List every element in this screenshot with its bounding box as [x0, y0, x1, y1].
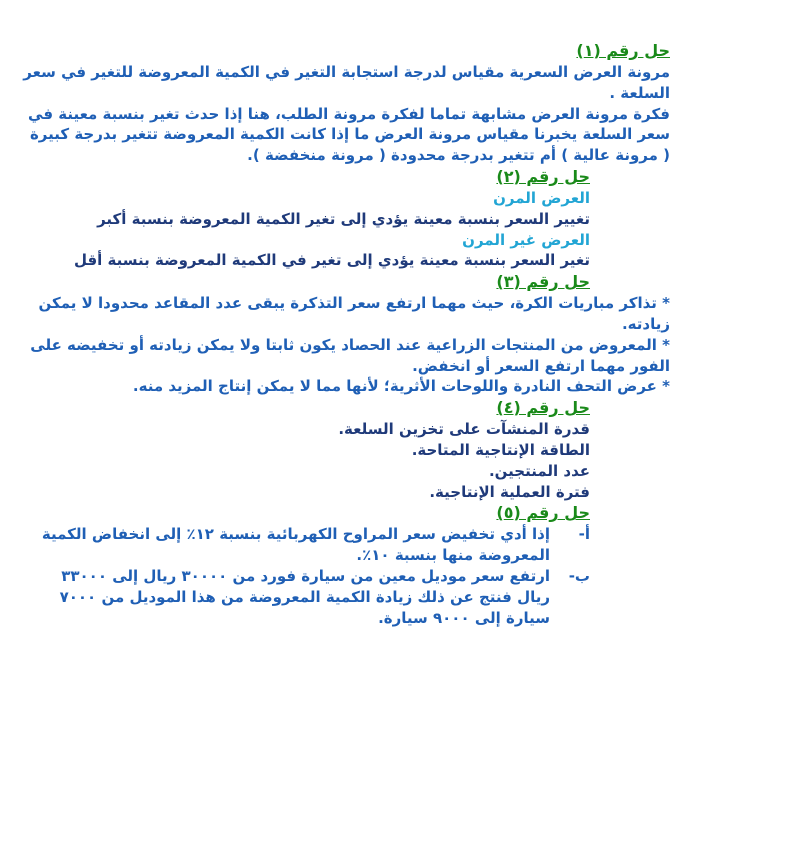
heading-answer-5: حل رقم (٥)	[496, 503, 590, 523]
elastic-supply-text: تغيير السعر بنسبة معينة يؤدي إلى تغير الكمية المعروضة بنسبة أكبر	[97, 209, 590, 228]
list-item-a	[20, 524, 590, 566]
heading-answer-4: حل رقم (٤)	[496, 398, 590, 418]
inelastic-supply-title: العرض غير المرن	[462, 230, 590, 249]
answer-sheet	[20, 40, 670, 628]
factor-storage: قدرة المنشآت على تخزين السلعة.	[338, 420, 590, 439]
factor-capacity: الطاقة الإنتاجية المتاحة.	[411, 440, 590, 459]
inelastic-supply-text: تغير السعر بنسبة معينة يؤدي إلى تغير في الكمية المعروضة بنسبة أقل	[73, 251, 590, 270]
item-marker-b: ب-	[568, 566, 590, 585]
concept-paragraph: فكرة مرونة العرض مشابهة تماما لفكرة مرونة الطلب، هنا إذا حدث تغير بنسبة معينة في سعر السلعة يخبرنا مقياس مرونة العرض ما إذا كانت الكمية المعروضة تتغير بدرجة كبيرة ( مرونة عالية ) أم تتغير بدرجة محدودة ( مرونة منخفضة ).	[28, 104, 670, 165]
definition-paragraph: مرونة العرض السعرية مقياس لدرجة استجابة التغير في الكمية المعروضة للتغير في سعر السلعة .	[23, 63, 670, 102]
factor-producers: عدد المنتجين.	[488, 461, 590, 480]
item-text-a: إذا أدي تخفيض سعر المراوح الكهربائية بنسبة ١٢٪ إلى انخفاض الكمية المعروضة منها بنسبة ١٠٪.	[41, 525, 550, 565]
heading-answer-3: حل رقم (٣)	[496, 272, 590, 292]
heading-answer-2: حل رقم (٢)	[496, 166, 590, 186]
factor-period: فترة العملية الإنتاجية.	[429, 482, 590, 501]
heading-answer-1: حل رقم (١)	[576, 41, 670, 60]
elastic-supply-title: العرض المرن	[493, 188, 590, 207]
example-bullet-antiques: * عرض التحف النادرة واللوحات الأثرية؛ لأنها مما لا يمكن إنتاج المزيد منه.	[132, 377, 670, 396]
item-marker-a: أ-	[578, 525, 590, 544]
example-bullet-agriculture: * المعروض من المنتجات الزراعية عند الحصاد يكون ثابتا ولا يمكن زيادته أو تخفيضه على الفور مهما ارتفع السعر أو انخفض.	[30, 335, 670, 375]
item-text-b: ارتفع سعر موديل معين من سيارة فورد من ٣٠٠٠٠ ريال إلى ٣٣٠٠٠ ريال فنتج عن ذلك زيادة الكمية المعروضة من هذا الموديل من ٧٠٠٠ سيارة إلى ٩٠٠٠ سيارة.	[59, 566, 550, 627]
example-bullet-tickets: * تذاكر مباريات الكرة، حيث مهما ارتفع سعر التذكرة يبقى عدد المقاعد محدودا لا يمكن زيادته.	[38, 294, 670, 333]
list-item-b	[20, 566, 590, 628]
